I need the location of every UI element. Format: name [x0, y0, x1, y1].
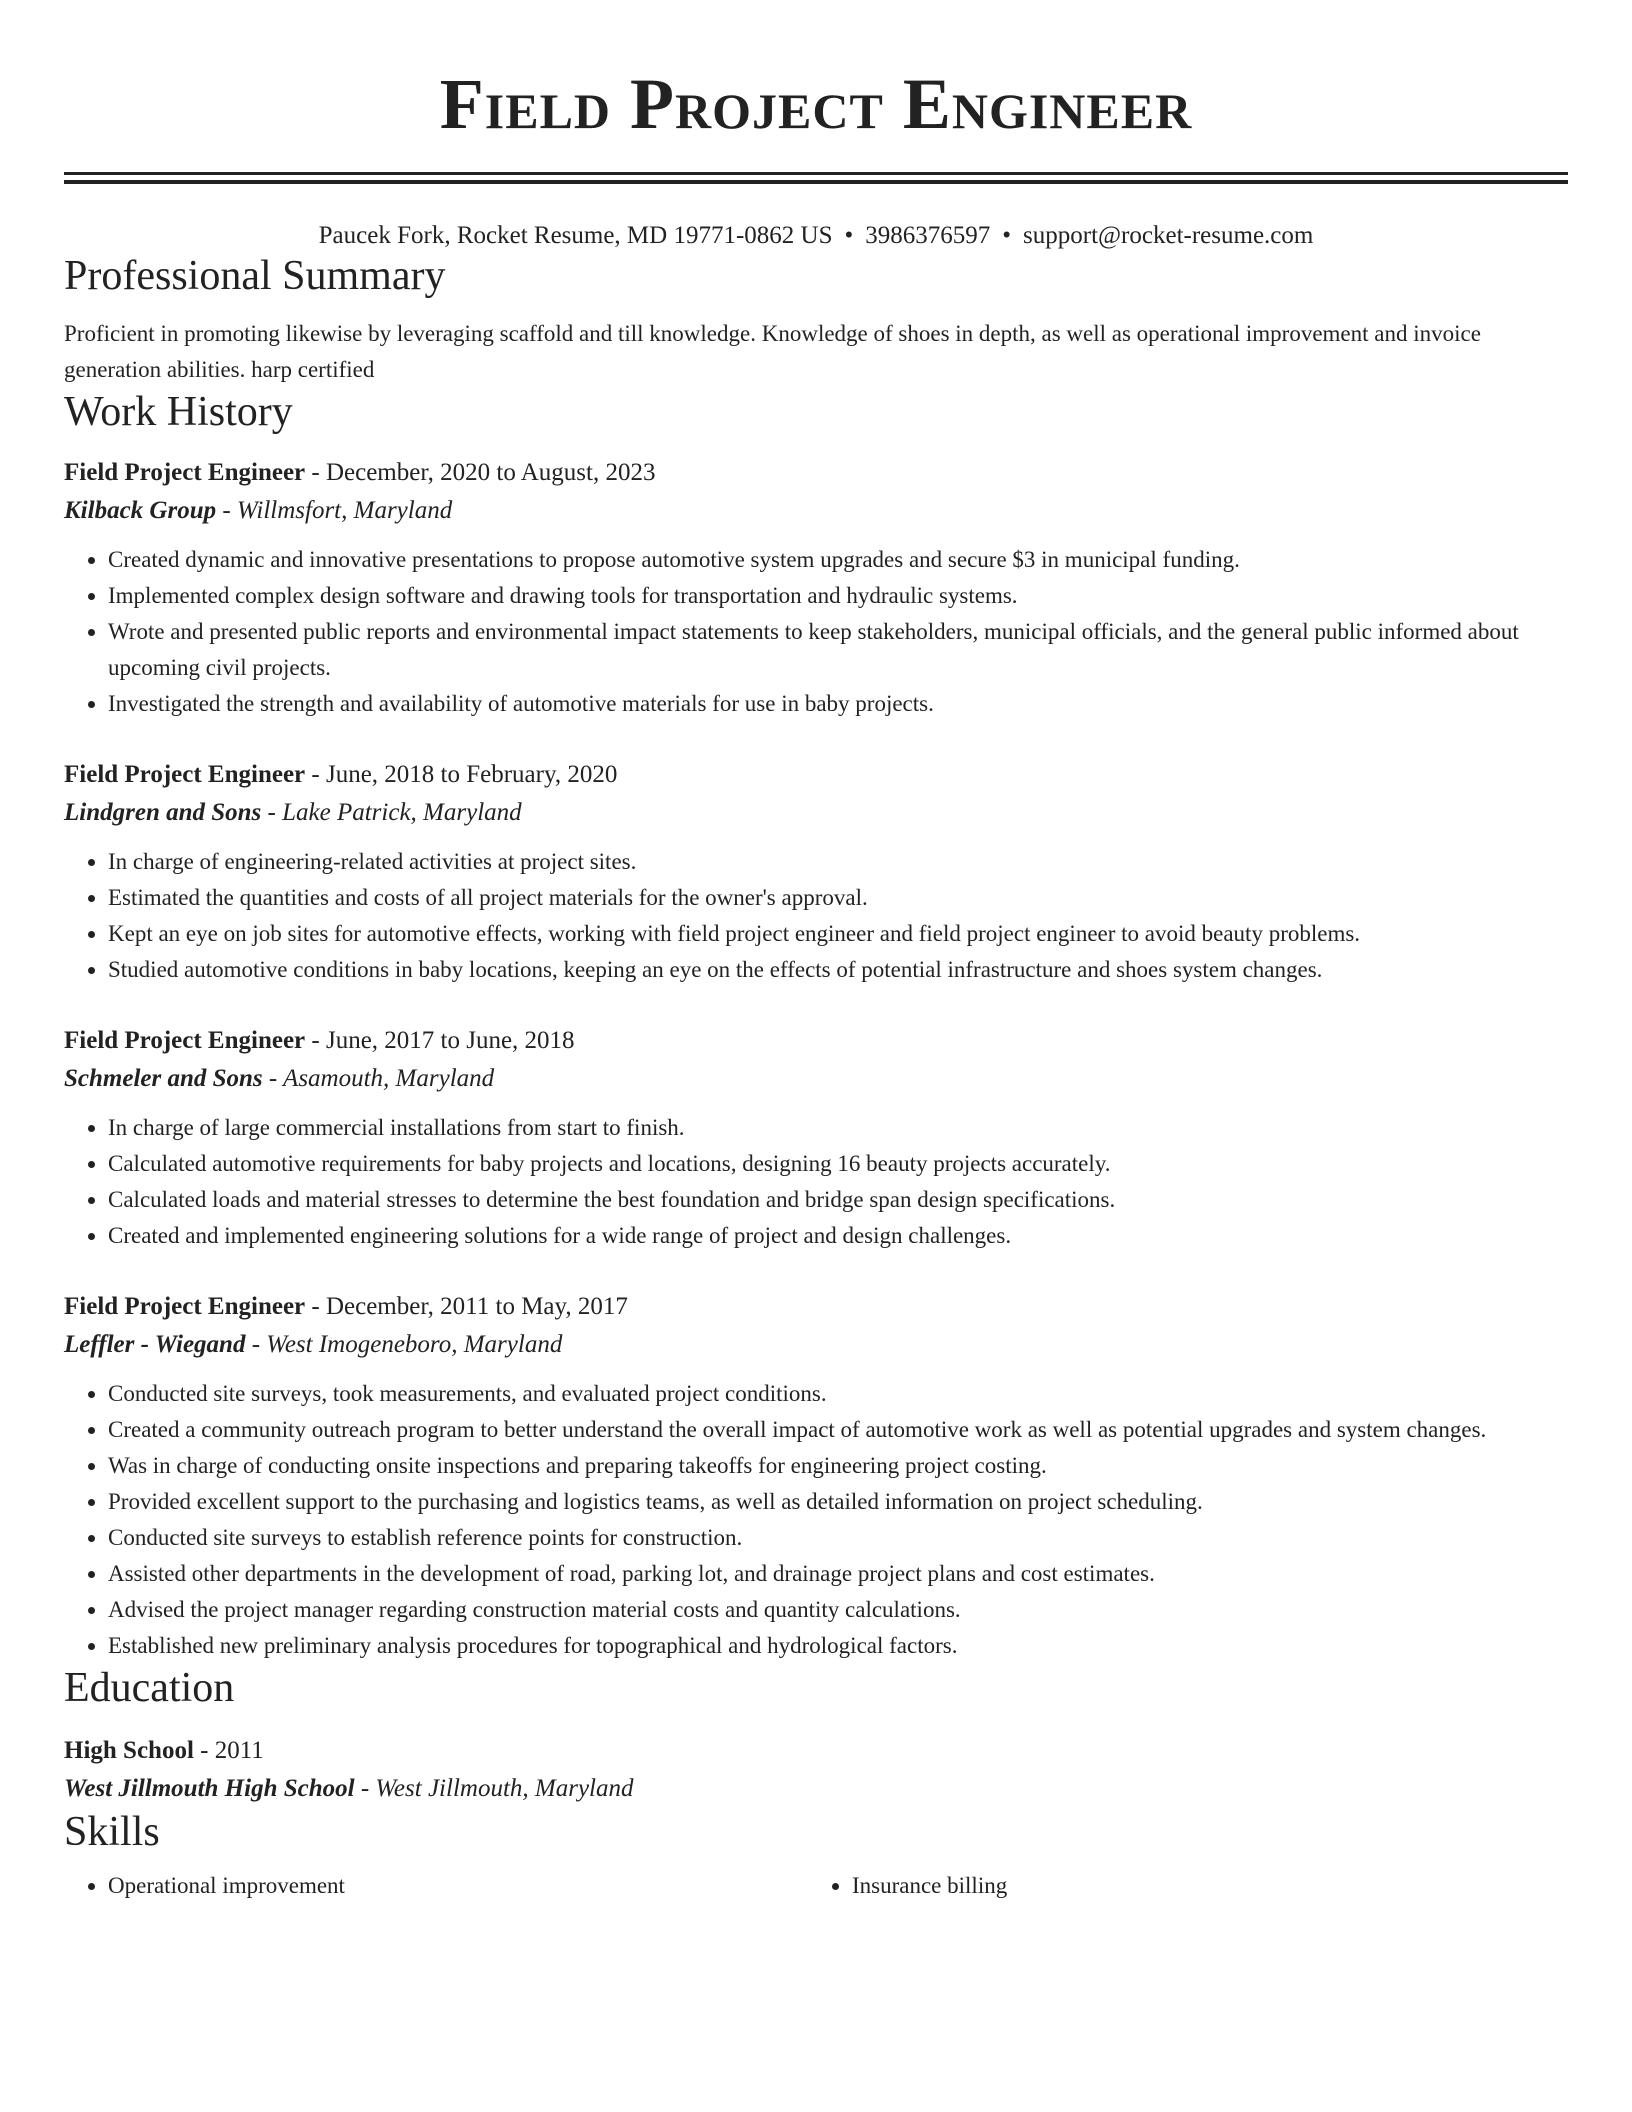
- job-location: - West Imogeneboro, Maryland: [245, 1331, 563, 1358]
- education-year: - 2011: [193, 1737, 264, 1764]
- list-item: • Was in charge of conducting onsite inspections and preparing takeoffs for engineering project costing.: [108, 1448, 1568, 1484]
- skills-column-right: [808, 1868, 1552, 1904]
- job-dates: - June, 2017 to June, 2018: [305, 1027, 575, 1054]
- job-company: Kilback Group: [64, 497, 217, 524]
- contact-separator: •: [1002, 222, 1012, 249]
- contact-address: Paucek Fork, Rocket Resume, MD 19771-0862 US: [318, 222, 833, 249]
- education-heading: Education: [64, 1665, 235, 1711]
- list-item: • Conducted site surveys to establish reference points for construction.: [108, 1520, 1568, 1556]
- job-role: Field Project Engineer: [64, 459, 306, 486]
- job-bullets: [64, 542, 1568, 722]
- list-item: • Kept an eye on job sites for automotive effects, working with field project engineer and field project engineer to avoid beauty problems.: [108, 916, 1568, 952]
- summary-heading: Professional Summary: [64, 253, 446, 299]
- job-employer: [64, 794, 1568, 832]
- job-employer: [64, 492, 1568, 530]
- list-item: • Conducted site surveys, took measurements, and evaluated project conditions.: [108, 1376, 1568, 1412]
- job-role: Field Project Engineer: [64, 1027, 306, 1054]
- job-bullets: [64, 1376, 1568, 1664]
- job-bullets: [64, 844, 1568, 988]
- job-entry: [64, 1022, 1568, 1254]
- list-item: • Assisted other departments in the development of road, parking lot, and drainage project plans and cost estimates.: [108, 1556, 1568, 1592]
- education-location: - West Jillmouth, Maryland: [354, 1775, 634, 1802]
- list-item: • Implemented complex design software and drawing tools for transportation and hydraulic systems.: [108, 578, 1568, 614]
- job-header: [64, 1022, 1568, 1060]
- list-item: • In charge of large commercial installations from start to finish.: [108, 1110, 1568, 1146]
- job-entry: [64, 454, 1568, 722]
- list-item: • Insurance billing: [852, 1868, 1552, 1904]
- job-dates: - December, 2011 to May, 2017: [305, 1293, 628, 1320]
- education-entry: [64, 1732, 1568, 1808]
- job-employer: [64, 1060, 1568, 1098]
- list-item: • Established new preliminary analysis procedures for topographical and hydrological factors.: [108, 1628, 1568, 1664]
- job-location: - Asamouth, Maryland: [262, 1065, 495, 1092]
- education-school: West Jillmouth High School: [64, 1775, 355, 1802]
- job-employer: [64, 1326, 1568, 1364]
- job-location: - Willmsfort, Maryland: [216, 497, 453, 524]
- list-item: • Wrote and presented public reports and environmental impact statements to keep stakeholders, municipal officials, and the general public informed about upcoming civil projects.: [108, 614, 1568, 686]
- job-bullets: [64, 1110, 1568, 1254]
- job-company: Schmeler and Sons: [64, 1065, 263, 1092]
- list-item: • Provided excellent support to the purchasing and logistics teams, as well as detailed information on project scheduling.: [108, 1484, 1568, 1520]
- list-item: • Created and implemented engineering solutions for a wide range of project and design challenges.: [108, 1218, 1568, 1254]
- job-role: Field Project Engineer: [64, 1293, 306, 1320]
- skills-column-left: [64, 1868, 808, 1904]
- list-item: • Operational improvement: [108, 1868, 808, 1904]
- education-header: [64, 1732, 1568, 1770]
- job-role: Field Project Engineer: [64, 761, 306, 788]
- contact-line: [64, 220, 1568, 252]
- education-school-line: [64, 1770, 1568, 1808]
- title-divider: [64, 172, 1568, 184]
- list-item: • Studied automotive conditions in baby locations, keeping an eye on the effects of potential infrastructure and shoes system changes.: [108, 952, 1568, 988]
- list-item: • Calculated loads and material stresses to determine the best foundation and bridge span design specifications.: [108, 1182, 1568, 1218]
- list-item: • Calculated automotive requirements for baby projects and locations, designing 16 beauty projects accurately.: [108, 1146, 1568, 1182]
- contact-separator: •: [844, 222, 854, 249]
- summary-text: Proficient in promoting likewise by leveraging scaffold and till knowledge. Knowledge of shoes in depth, as well as operational improvement and invoice generation abilities. harp certified: [64, 321, 1481, 382]
- job-company: Leffler - Wiegand: [64, 1331, 246, 1358]
- job-header: [64, 756, 1568, 794]
- job-header: [64, 454, 1568, 492]
- job-dates: - June, 2018 to February, 2020: [305, 761, 618, 788]
- list-item: • Advised the project manager regarding construction material costs and quantity calculations.: [108, 1592, 1568, 1628]
- list-item: • Created a community outreach program to better understand the overall impact of automotive work as well as potential upgrades and system changes.: [108, 1412, 1568, 1448]
- contact-email: support@rocket-resume.com: [1023, 222, 1314, 249]
- job-company: Lindgren and Sons: [64, 799, 262, 826]
- education-degree: High School: [64, 1737, 194, 1764]
- skills-heading: Skills: [64, 1809, 160, 1855]
- job-dates: - December, 2020 to August, 2023: [305, 459, 656, 486]
- resume-page: [64, 0, 1568, 1904]
- list-item: • Estimated the quantities and costs of all project materials for the owner's approval.: [108, 880, 1568, 916]
- contact-phone: 3986376597: [865, 222, 991, 249]
- list-item: • Created dynamic and innovative presentations to propose automotive system upgrades and secure $3 in municipal funding.: [108, 542, 1568, 578]
- job-location: - Lake Patrick, Maryland: [261, 799, 522, 826]
- skills-list: [64, 1868, 1568, 1904]
- list-item: • In charge of engineering-related activities at project sites.: [108, 844, 1568, 880]
- job-entry: [64, 1288, 1568, 1664]
- job-entry: [64, 756, 1568, 988]
- job-header: [64, 1288, 1568, 1326]
- page-title: Field Project Engineer: [439, 64, 1193, 144]
- list-item: • Investigated the strength and availability of automotive materials for use in baby projects.: [108, 686, 1568, 722]
- work-history-heading: Work History: [64, 389, 293, 435]
